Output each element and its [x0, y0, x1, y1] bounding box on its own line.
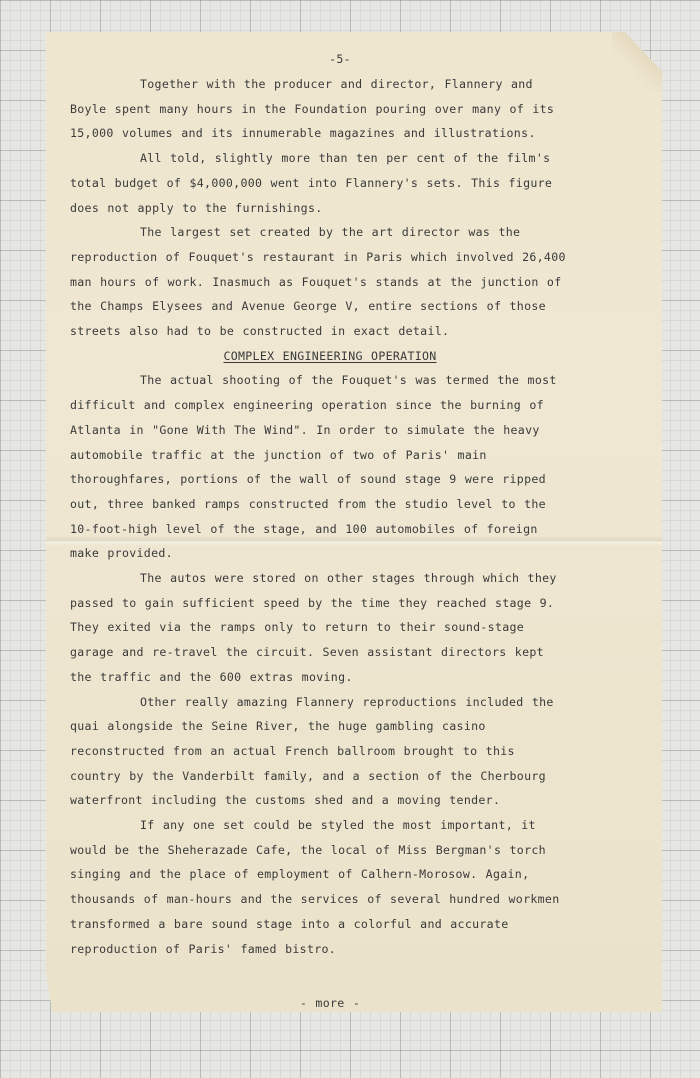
- section-heading: [90, 344, 570, 369]
- paragraph-largest-set: The largest set created by the art director was the reproduction of Fouquet's restaurant in Paris which involved 26,400 man hours of work. Inasmuch as Fouquet's stands at the junction of the Champs Elysees and Avenue George V, entire sections of those streets also had to be constructed in exact detail.: [70, 225, 566, 339]
- paragraph-budget: All told, slightly more than ten per cent of the film's total budget of $4,000,000 went into Flannery's sets. This figure does not apply to the furnishings.: [70, 151, 553, 215]
- page-number: -5-: [329, 52, 351, 66]
- paragraph-autos: The autos were stored on other stages through which they passed to gain sufficient speed by the time they reached stage 9. They exited via the ramps only to return to their sound-stage garage and re-travel the circuit. Seven assistant directors kept the traffic and the 600 extras moving.: [70, 571, 557, 684]
- section-heading-text: COMPLEX ENGINEERING OPERATION: [223, 348, 437, 363]
- paragraph-sheherazade: If any one set could be styled the most important, it would be the Sheherazade Cafe, the local of Miss Bergman's torch singing and the place of employment of Calhern-Morosow. Again, thousands of man-hours and the services of several hundred workmen transformed a bare sound stage into a colorful and accurate reproduction of Paris' famed bistro.: [70, 818, 560, 956]
- paragraph-shooting: The actual shooting of the Fouquet's was termed the most difficult and complex engineering operation since the burning of Atlanta in "Gone With The Wind". In order to simulate the heavy automobile traffic at the junction of two of Paris' main thoroughfares, portions of the wall of sound stage 9 were ripped out, three banked ramps constructed from the studio level to the 10-foot-high level of the stage, and 100 automobiles of foreign make provided.: [70, 373, 557, 561]
- folded-corner: [612, 32, 662, 92]
- paragraph-research: Together with the producer and director, Flannery and Boyle spent many hours in the Foundation pouring over many of its 15,000 volumes and its innumerable magazines and illustrations.: [70, 77, 555, 141]
- typed-text-block: [70, 46, 570, 1015]
- paragraph-reproductions: Other really amazing Flannery reproductions included the quai alongside the Seine River, the huge gambling casino reconstructed from an actual French ballroom brought to this country by the Vanderbilt family, and a section of the Cherbourg waterfront including the customs shed and a moving tender.: [70, 694, 554, 808]
- more-footer: - more -: [299, 996, 361, 1011]
